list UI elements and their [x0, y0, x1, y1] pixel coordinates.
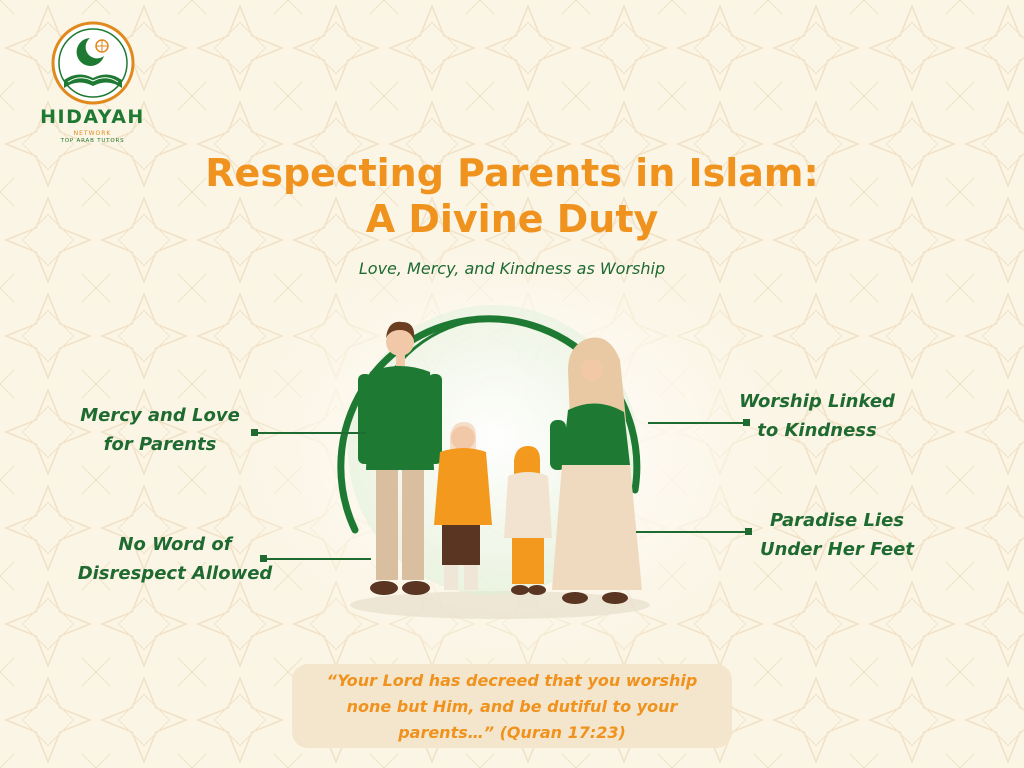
- logo-network: NETWORK: [73, 130, 112, 137]
- family-illustration: [330, 300, 670, 620]
- quote-line-3: parents…” (Quran 17:23): [398, 723, 626, 742]
- label-no-disrespect: No Word of Disrespect Allowed: [77, 534, 273, 584]
- quran-quote: [292, 668, 732, 746]
- label-paradise: Paradise Lies Under Her Feet: [759, 510, 914, 560]
- logo-name: HIDAYAH: [40, 106, 145, 128]
- quote-line-1: “Your Lord has decreed that you worship: [326, 671, 698, 690]
- title-line-2: A Divine Duty: [365, 197, 659, 241]
- page-title: [0, 150, 1024, 242]
- leader-line-mercy: [256, 432, 366, 434]
- title-line-1: Respecting Parents in Islam:: [205, 151, 819, 195]
- quote-line-2: none but Him, and be dutiful to your: [346, 697, 678, 716]
- leader-line-paradise: [636, 531, 748, 533]
- logo-tagline: TOP ARAB TUTORS: [60, 138, 125, 144]
- label-worship-kindness: Worship Linked to Kindness: [739, 391, 895, 441]
- label-mercy-and-love: Mercy and Love for Parents: [80, 405, 240, 455]
- subtitle: Love, Mercy, and Kindness as Worship: [358, 259, 666, 278]
- crescent-globe-book-icon: [53, 23, 133, 103]
